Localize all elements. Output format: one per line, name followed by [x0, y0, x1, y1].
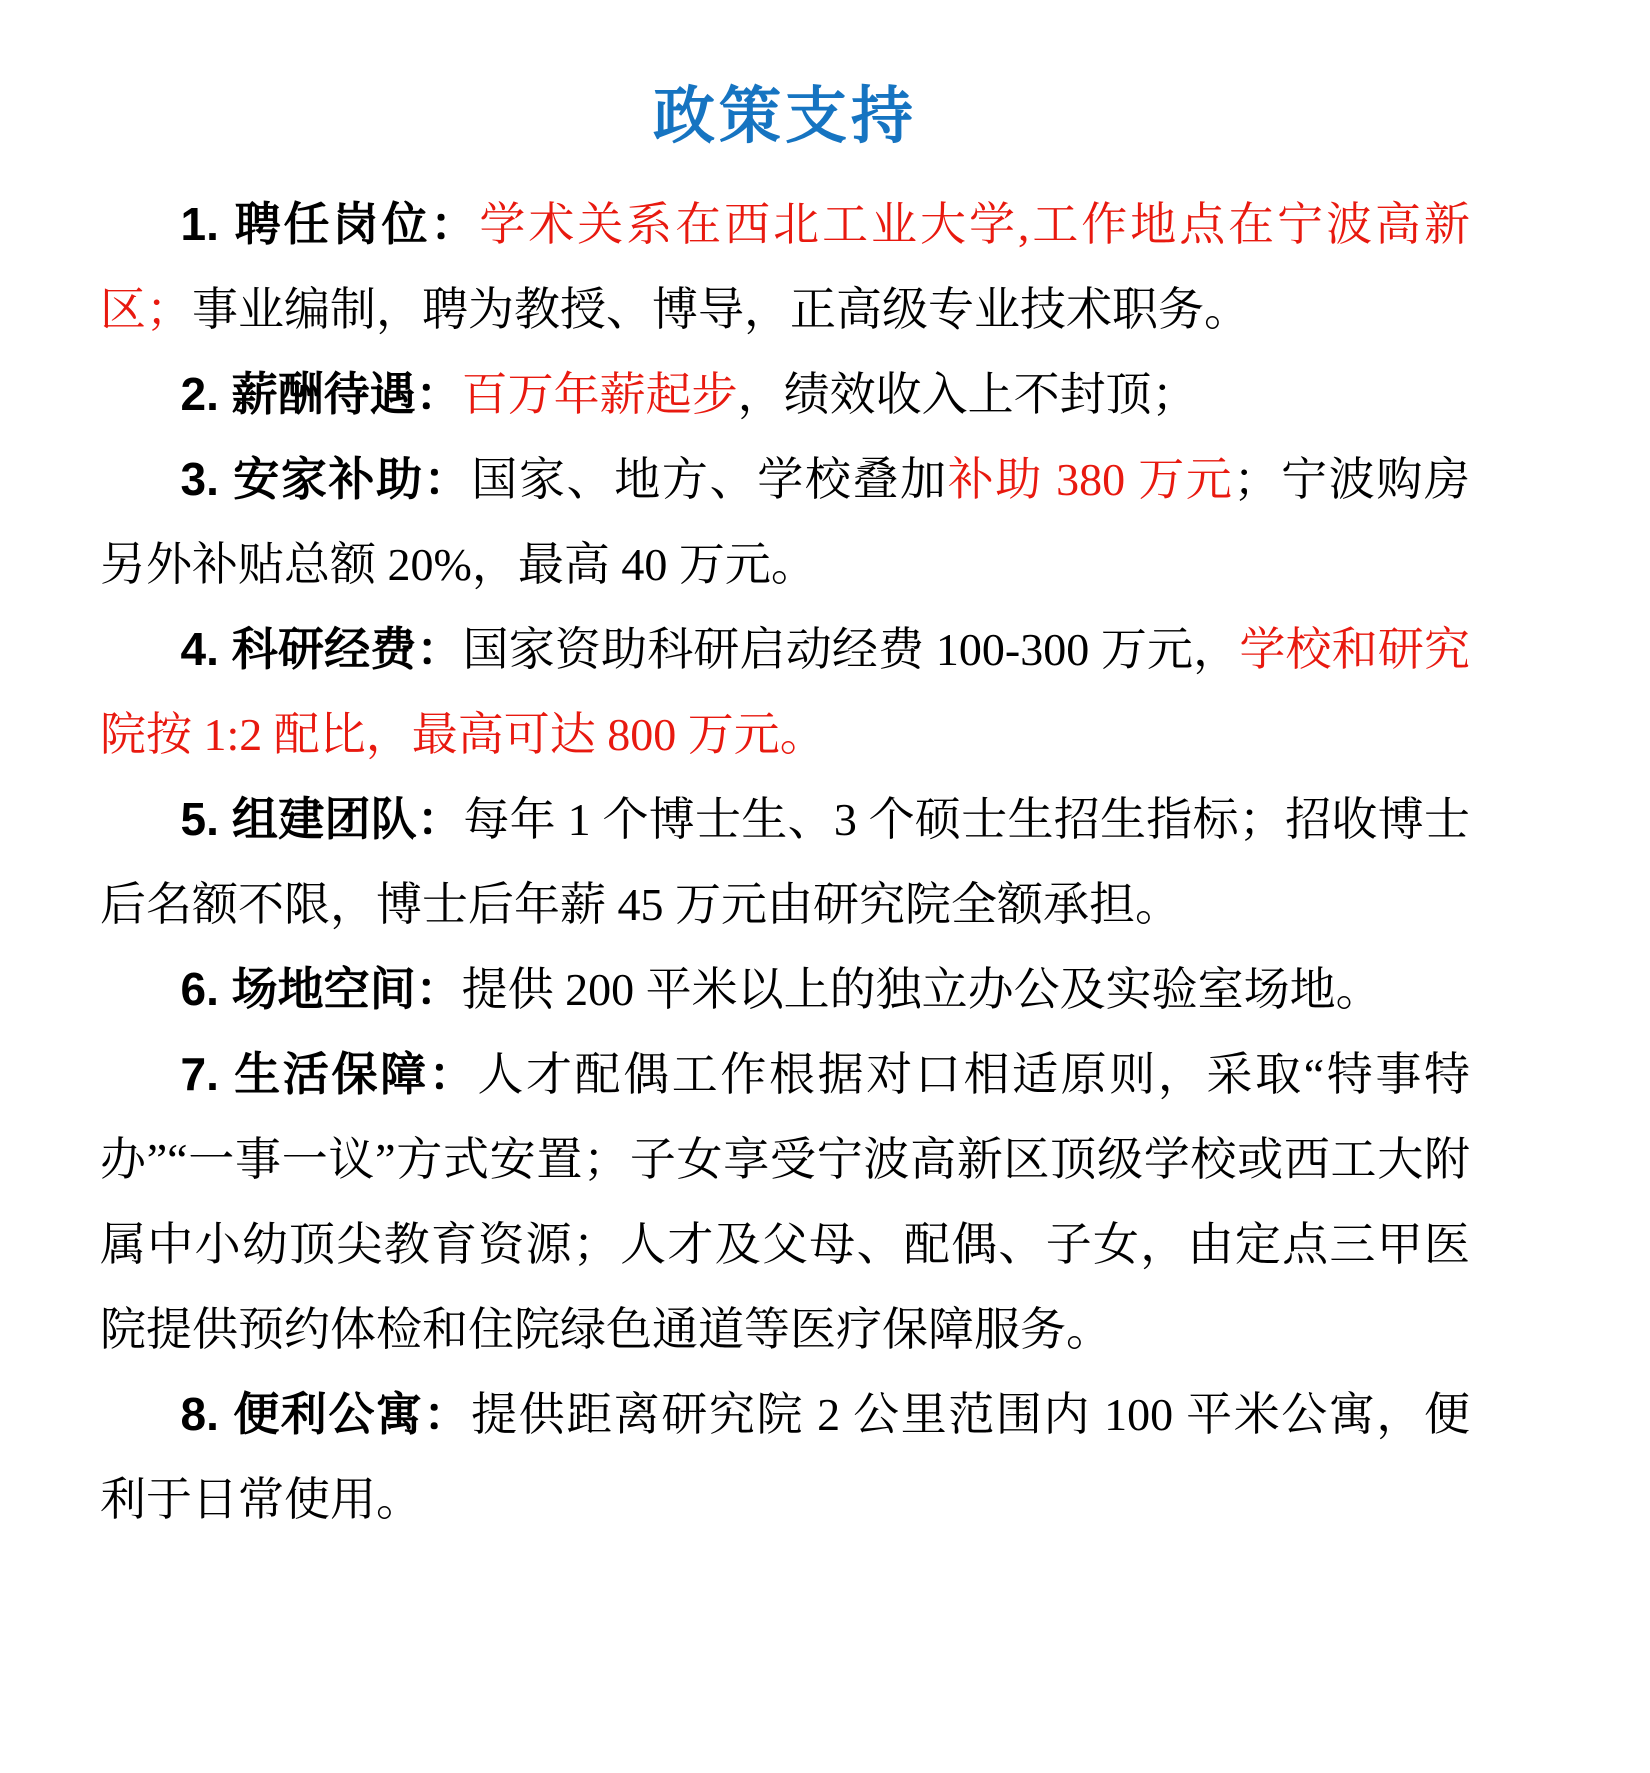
policy-item-5-label: 5. 组建团队： [180, 793, 464, 845]
policy-item-1 [100, 182, 1470, 352]
policy-item-3 [100, 437, 1470, 607]
policy-item-5-text-1: 每年 1 个博士生、3 个硕士生招生指标；招收博士后名额不限，博士后年薪 45 万元由研究院全额承担。 [100, 794, 1470, 930]
policy-item-4-text-2: 学校和研究院按 1:2 配比，最高可达 800 万元。 [100, 624, 1470, 760]
policy-item-2 [100, 352, 1470, 437]
policy-item-4-label: 4. 科研经费： [180, 623, 463, 675]
policy-item-list [100, 182, 1470, 1542]
policy-item-3-text-2: 补助 380 万元 [947, 454, 1234, 505]
policy-item-6-text-1: 提供 200 平米以上的独立办公及实验室场地。 [461, 964, 1382, 1015]
policy-item-2-text-1: 百万年薪起步 [461, 369, 738, 420]
policy-item-8-label: 8. 便利公寓： [180, 1388, 472, 1440]
policy-item-1-label: 1. 聘任岗位： [180, 198, 480, 250]
policy-item-3-label: 3. 安家补助： [180, 453, 472, 505]
policy-item-8 [100, 1372, 1470, 1542]
policy-item-8-text-1: 提供距离研究院 2 公里范围内 100 平米公寓，便利于日常使用。 [100, 1389, 1470, 1525]
policy-item-3-text-3: ；宁波购房另外补贴总额 20%，最高 40 万元。 [100, 454, 1471, 590]
policy-item-1-text-1: 学术关系在西北工业大学,工作地点在宁波高新区； [100, 199, 1471, 335]
policy-item-4-text-1: 国家资助科研启动经费 100-300 万元， [462, 624, 1240, 675]
policy-item-5 [100, 777, 1470, 947]
policy-item-6 [100, 947, 1470, 1032]
policy-item-2-text-2: ，绩效收入上不封顶； [737, 369, 1198, 420]
policy-item-7-text-1: 人才配偶工作根据对口相适原则，采取“特事特办”“一事一议”方式安置；子女享受宁波高新区顶级学校或西工大附属中小幼顶尖教育资源；人才及父母、配偶、子女，由定点三甲医院提供预约体检和住院绿色通道等医疗保障服务。 [100, 1049, 1470, 1355]
policy-item-1-text-2: 事业编制，聘为教授、博导，正高级专业技术职务。 [192, 284, 1250, 335]
page-title: 政策支持 [652, 82, 917, 151]
policy-item-3-text-1: 国家、地方、学校叠加 [471, 454, 948, 505]
policy-item-6-label: 6. 场地空间： [180, 963, 462, 1015]
policy-item-7-label: 7. 生活保障： [180, 1048, 478, 1100]
policy-item-4 [100, 607, 1470, 777]
policy-item-7 [100, 1032, 1470, 1372]
policy-item-2-label: 2. 薪酬待遇： [180, 368, 462, 420]
